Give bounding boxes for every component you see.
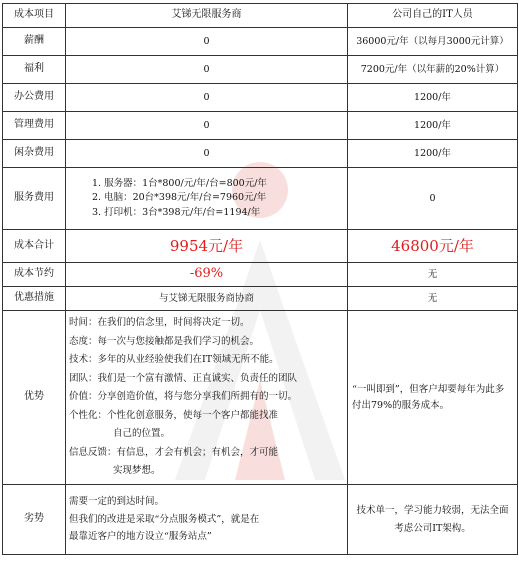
- advantage-time: 时间：在我们的信念里，时间将决定一切。: [69, 317, 250, 329]
- advantage-feedback-cont: 实现梦想。: [113, 465, 161, 477]
- management-vendor: 0: [66, 112, 348, 140]
- advantages-inhouse: “一叫即到”，但客户却要每年为此多付出79%的服务成本。: [348, 311, 518, 485]
- disadvantages-vendor: [66, 485, 348, 555]
- service-vendor-list: [66, 168, 348, 230]
- saving-inhouse: 无: [348, 263, 518, 287]
- total-vendor: 9954元/年: [66, 230, 348, 263]
- service-label: 服务费用: [3, 168, 66, 230]
- misc-vendor: 0: [66, 140, 348, 168]
- misc-row: [3, 140, 518, 168]
- total-inhouse: 46800元/年: [348, 230, 518, 263]
- salary-row: [3, 28, 518, 56]
- office-label: 办公费用: [3, 84, 66, 112]
- promo-inhouse: 无: [348, 287, 518, 311]
- service-item-server: 1. 服务器：1台*800/元/年/台=800元/年: [92, 178, 267, 190]
- welfare-row: [3, 56, 518, 84]
- advantage-attitude: 态度：每一次与您接触都是我们学习的机会。: [69, 335, 260, 347]
- advantages-row: [3, 311, 518, 485]
- promo-row: [3, 287, 518, 311]
- salary-label: 薪酬: [3, 28, 66, 56]
- cost-comparison-table: [2, 3, 518, 555]
- disadvantage-line-3: 最靠近客户的地方设立“服务站点”: [69, 531, 212, 543]
- office-row: [3, 84, 518, 112]
- salary-inhouse: 36000元/年（以每月3000元计算）: [348, 28, 518, 56]
- header-vendor: 艾锑无限服务商: [66, 4, 348, 28]
- total-label: 成本合计: [3, 230, 66, 263]
- disadvantages-inhouse: 技术单一，学习能力较弱，无法全面考虑公司IT架构。: [348, 485, 518, 555]
- service-item-computer: 2. 电脑：20台*398元/年/台=7960元/年: [92, 192, 267, 204]
- advantages-vendor: [66, 311, 348, 485]
- header-row: [3, 4, 518, 28]
- management-row: [3, 112, 518, 140]
- disadvantages-label: 劣势: [3, 485, 66, 555]
- disadvantages-row: [3, 485, 518, 555]
- advantage-team: 团队：我们是一个富有激情、正直诚实、负责任的团队: [69, 372, 298, 384]
- welfare-inhouse: 7200元/年（以年薪的20%计算）: [348, 56, 518, 84]
- header-inhouse: 公司自己的IT人员: [348, 4, 518, 28]
- salary-vendor: 0: [66, 28, 348, 56]
- total-row: [3, 230, 518, 263]
- service-item-printer: 3. 打印机：3台*398元/年/台=1194/年: [92, 206, 261, 218]
- disadvantage-line-2: 但我们的改进是采取“分点服务模式”，就是在: [69, 513, 260, 525]
- office-vendor: 0: [66, 84, 348, 112]
- header-cost-item: 成本项目: [3, 4, 66, 28]
- welfare-vendor: 0: [66, 56, 348, 84]
- office-inhouse: 1200/年: [348, 84, 518, 112]
- management-inhouse: 1200/年: [348, 112, 518, 140]
- welfare-label: 福利: [3, 56, 66, 84]
- saving-vendor: -69%: [66, 263, 348, 287]
- saving-label: 成本节约: [3, 263, 66, 287]
- advantage-feedback: 信息反馈：有信息，才会有机会；有机会，才可能: [69, 446, 279, 458]
- promo-vendor: 与艾锑无限服务商协商: [66, 287, 348, 311]
- advantage-value: 价值：分享创造价值，将与您分享我们所拥有的一切。: [69, 391, 298, 403]
- service-row: [3, 168, 518, 230]
- advantage-personalization: 个性化：个性化创意服务，使每一个客户都能找准: [69, 409, 279, 421]
- misc-label: 闲杂费用: [3, 140, 66, 168]
- management-label: 管理费用: [3, 112, 66, 140]
- service-inhouse: 0: [348, 168, 518, 230]
- saving-row: [3, 263, 518, 287]
- misc-inhouse: 1200/年: [348, 140, 518, 168]
- advantages-label: 优势: [3, 311, 66, 485]
- disadvantage-line-1: 需要一定的到达时间。: [69, 496, 165, 508]
- promo-label: 优惠措施: [3, 287, 66, 311]
- advantage-technology: 技术：多年的从业经验使我们在IT领域无所不能。: [69, 354, 279, 366]
- advantage-personalization-cont: 自己的位置。: [113, 428, 171, 440]
